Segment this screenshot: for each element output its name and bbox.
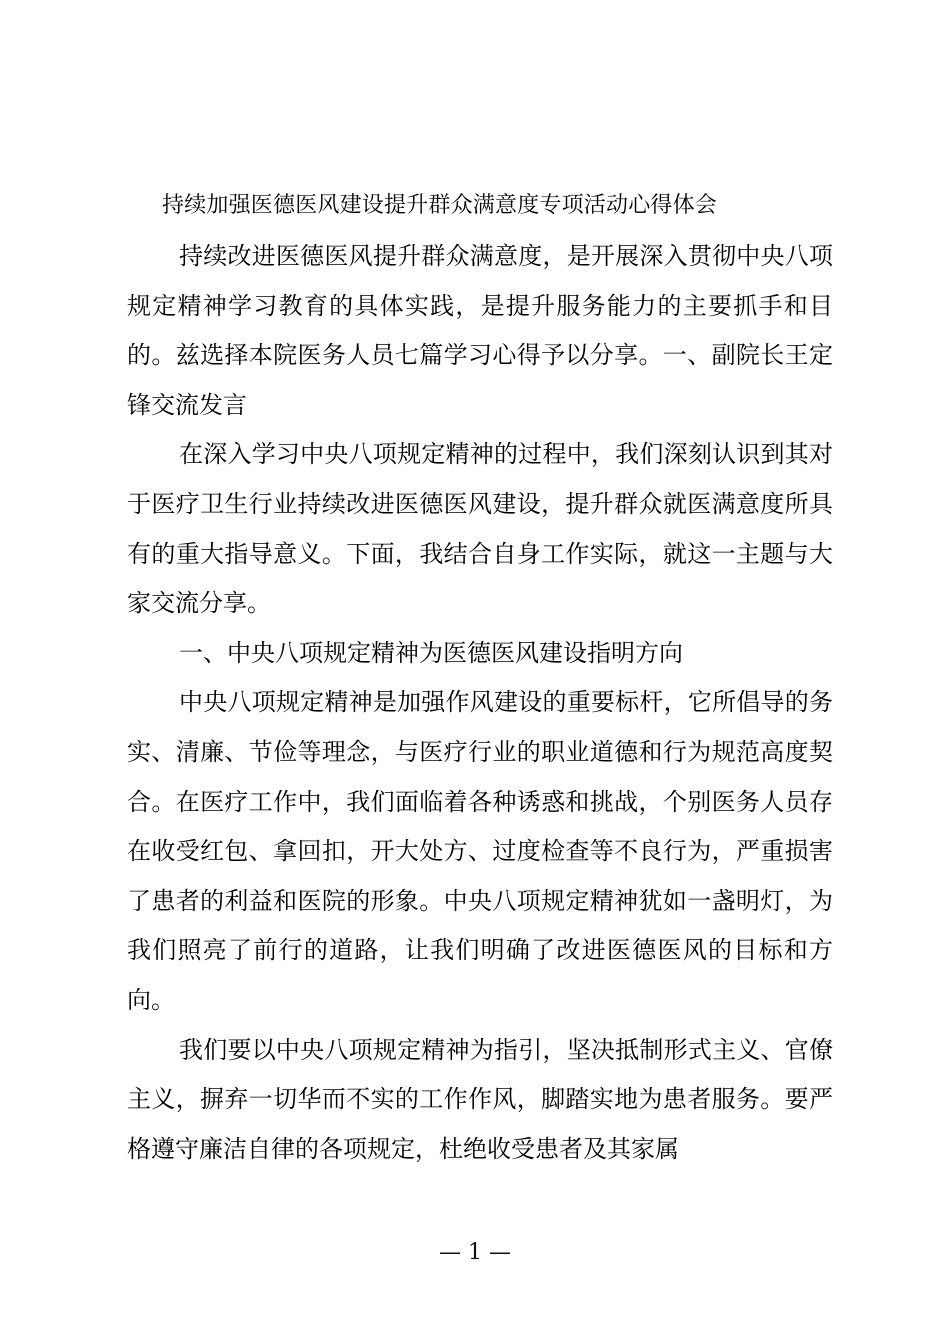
page-number: — 1 — xyxy=(439,1240,511,1265)
document-title: 持续加强医德医风建设提升群众满意度专项活动心得体会 xyxy=(162,193,718,218)
paragraph-intro: 持续改进医德医风提升群众满意度，是开展深入贯彻中央八项规定精神学习教育的具体实践，是提升服务能力的主要抓手和目的。兹选择本院医务人员七篇学习心得予以分享。一、副院长王定锋交流发言 xyxy=(127,242,833,419)
paragraph-speech-opening: 在深入学习中央八项规定精神的过程中，我们深刻认识到其对于医疗卫生行业持续改进医德医风建设，提升群众就医满意度所具有的重大指导意义。下面，我结合自身工作实际，就这一主题与大家交流分享。 xyxy=(127,440,833,618)
paragraph-section-1: 中央八项规定精神是加强作风建设的重要标杆，它所倡导的务实、清廉、节俭等理念，与医疗行业的职业道德和行为规范高度契合。在医疗工作中，我们面临着各种诱惑和挑战，个别医务人员存在收受红包、拿回扣，开大处方、过度检查等不良行为，严重损害了患者的利益和医院的形象。中央八项规定精神犹如一盏明灯，为我们照亮了前行的道路，让我们明确了改进医德医风的目标和方向。 xyxy=(127,688,833,1014)
paragraph-guidance: 我们要以中央八项规定精神为指引，坚决抵制形式主义、官僚主义，摒弃一切华而不实的工作作风，脚踏实地为患者服务。要严格遵守廉洁自律的各项规定，杜绝收受患者及其家属 xyxy=(127,1035,833,1163)
document-body xyxy=(127,232,833,1174)
section-heading-1: 一、中央八项规定精神为医德医风建设指明方向 xyxy=(179,638,683,667)
